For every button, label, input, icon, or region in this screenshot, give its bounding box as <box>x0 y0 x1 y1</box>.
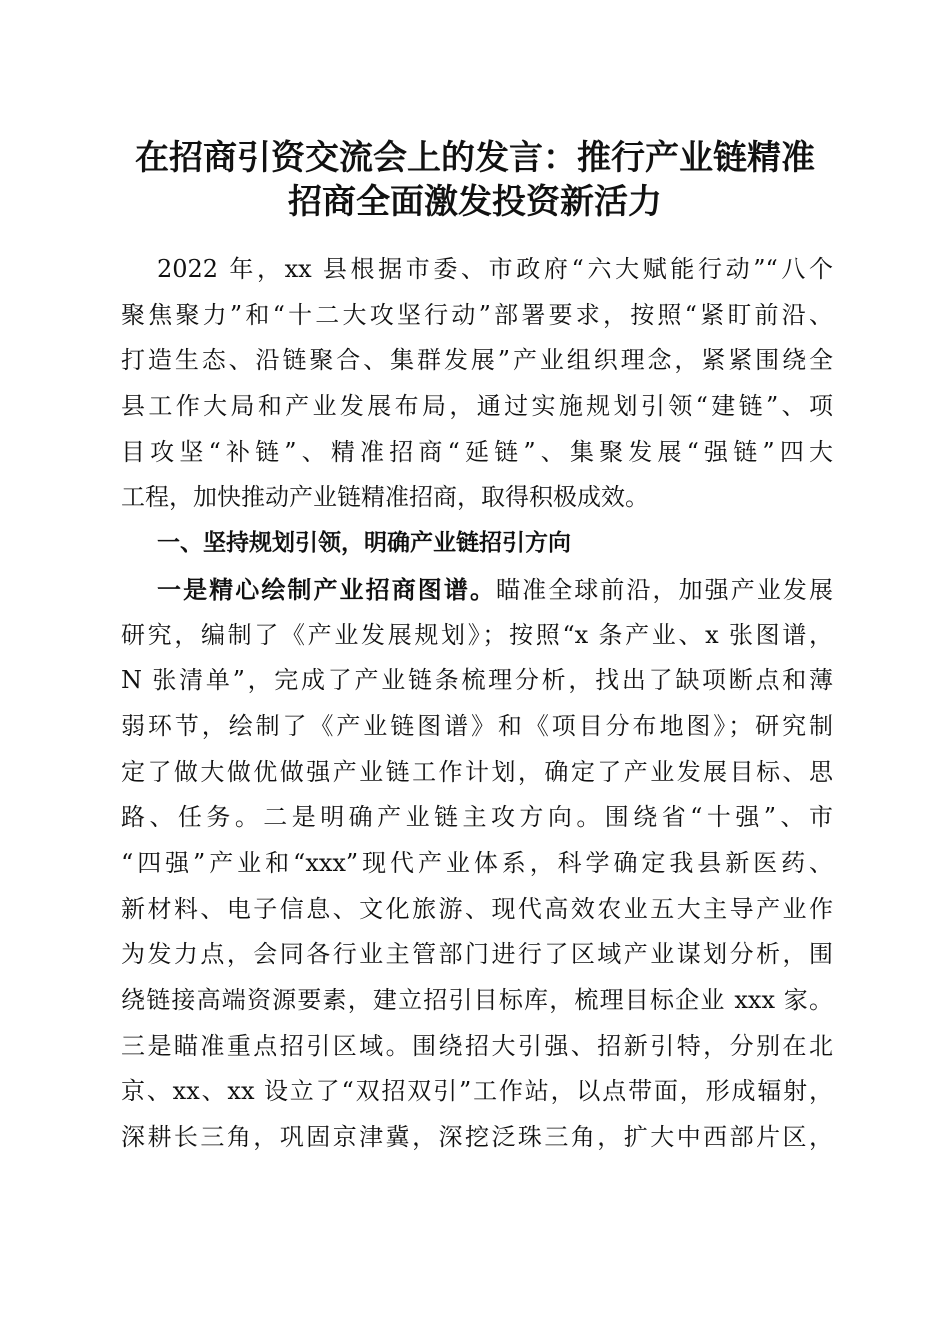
intro-line: 目攻坚“补链”、精准招商“延链”、集聚发展“强链”四大 <box>121 437 833 466</box>
paragraph-line: 定了做大做优做强产业链工作计划，确定了产业发展目标、思 <box>121 757 833 786</box>
paragraph-line: 弱环节，绘制了《产业链图谱》和《项目分布地图》；研究制 <box>121 711 833 740</box>
paragraph-first-rest: 瞄准全球前沿，加强产业发展 <box>496 575 834 604</box>
paragraph-first-line <box>121 567 833 613</box>
paragraph-lead: 一是精心绘制产业招商图谱。 <box>157 574 497 604</box>
intro-line: 工程，加快推动产业链精准招商，取得积极成效。 <box>121 483 649 512</box>
paragraph-line: 深耕长三角，巩固京津冀，深挖泛珠三角，扩大中西部片区， <box>121 1123 833 1152</box>
paragraph-line: 三是瞄准重点招引区域。围绕招大引强、招新引特，分别在北 <box>121 1031 833 1060</box>
intro-line: 县工作大局和产业发展布局，通过实施规划引领“建链”、项 <box>121 392 833 421</box>
title-line-2: 招商全面激发投资新活力 <box>288 182 662 222</box>
section-heading: 一、坚持规划引领，明确产业链招引方向 <box>157 530 571 557</box>
paragraph-line: N 张清单”，完成了产业链条梳理分析，找出了缺项断点和薄 <box>121 666 833 695</box>
paragraph-line: 研究，编制了《产业发展规划》；按照“x 条产业、x 张图谱， <box>121 620 833 649</box>
document-body <box>121 247 833 1161</box>
paragraph-line: “四强”产业和“xxx”现代产业体系，科学确定我县新医药、 <box>121 848 833 877</box>
paragraph-line: 绕链接高端资源要素，建立招引目标库，梳理目标企业 xxx 家。 <box>121 986 833 1014</box>
intro-line: 聚焦聚力”和“十二大攻坚行动”部署要求，按照“紧盯前沿、 <box>121 300 833 329</box>
paragraph-line: 为发力点，会同各行业主管部门进行了区域产业谋划分析，围 <box>121 940 833 969</box>
paragraph-line: 新材料、电子信息、文化旅游、现代高效农业五大主导产业作 <box>121 894 833 923</box>
intro-line: 打造生态、沿链聚合、集群发展”产业组织理念，紧紧围绕全 <box>121 346 833 375</box>
title-line-1: 在招商引资交流会上的发言：推行产业链精准 <box>135 138 815 178</box>
document-title <box>100 136 850 224</box>
intro-line: 2022 年，xx 县根据市委、市政府“六大赋能行动”“八个 <box>157 255 833 283</box>
paragraph-line: 京、xx、xx 设立了“双招双引”工作站，以点带面，形成辐射， <box>121 1077 833 1106</box>
paragraph-line: 路、任务。二是明确产业链主攻方向。围绕省“十强”、市 <box>121 803 833 832</box>
